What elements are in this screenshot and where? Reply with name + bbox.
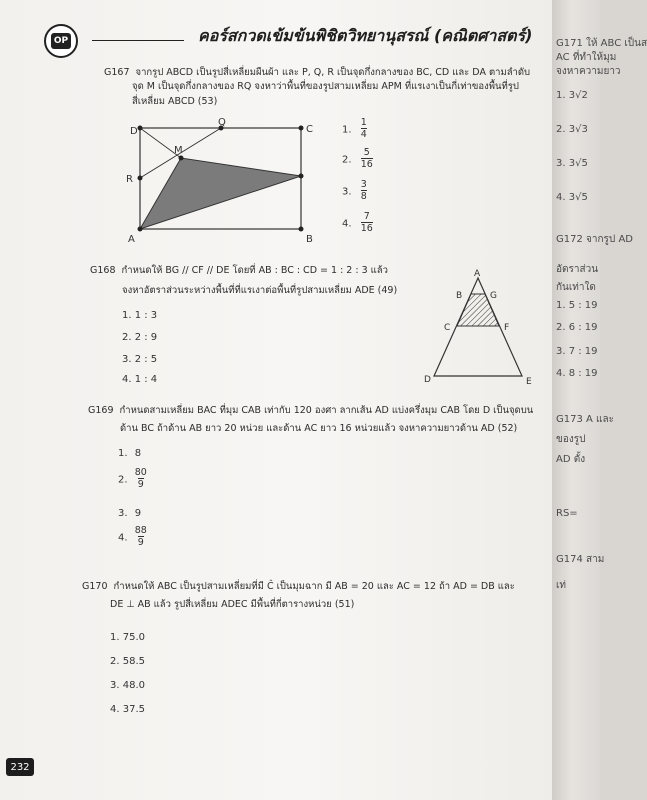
question-text-line: สี่เหลี่ยม ABCD (53) xyxy=(132,95,218,107)
adjacent-line: จงหาความยาว xyxy=(556,66,621,77)
triangle-figure xyxy=(422,268,542,388)
question-text-line: จุด M เป็นจุดกึ่งกลางของ RQ จงหาว่าพื้นที่ของรูปสามเหลี่ยม APM ที่แรเงาเป็นกี่เท่าของพื้นที่รูป xyxy=(132,81,519,93)
option-g170-4[interactable]: 4. 37.5 xyxy=(110,704,145,715)
adjacent-line: กันเท่าใด xyxy=(556,282,596,293)
label-m: M xyxy=(174,145,183,156)
label-q: Q xyxy=(218,117,226,128)
adjacent-line: G171 ให้ ABC เป็นส xyxy=(556,38,647,49)
option-g169-1[interactable] xyxy=(118,448,141,459)
option-g168-4[interactable]: 4. 1 : 4 xyxy=(122,374,158,385)
question-number: G167 xyxy=(104,67,130,78)
adjacent-line: 2. 6 : 19 xyxy=(556,322,598,333)
option-g168-3[interactable]: 3. 2 : 5 xyxy=(122,354,158,365)
option-number: 2. xyxy=(342,154,352,166)
header-rule xyxy=(92,40,184,41)
adjacent-line: 4. 3√5 xyxy=(556,192,588,203)
option-g167-4[interactable] xyxy=(342,212,373,235)
option-g168-1[interactable]: 1. 1 : 3 xyxy=(122,310,158,321)
option-g170-3[interactable]: 3. 48.0 xyxy=(110,680,145,691)
adjacent-line: G173 A และ xyxy=(556,414,614,425)
question-text-line: จากรูป ABCD เป็นรูปสี่เหลี่ยมผืนผ้า และ P, Q, R เป็นจุดกึ่งกลางของ BC, CD และ DA ตามลำดับ xyxy=(135,67,531,78)
page-number: 232 xyxy=(6,758,34,776)
logo-mark: OP xyxy=(51,33,71,49)
label-a: A xyxy=(128,234,135,245)
option-number: 2. xyxy=(118,474,128,486)
logo xyxy=(44,24,78,58)
question-text-line: กำหนดให้ ABC เป็นรูปสามเหลี่ยมที่มี Ĉ เป็นมุมฉาก มี AB = 20 และ AC = 12 ถ้า AD = DB และ xyxy=(113,581,515,592)
option-g170-2[interactable]: 2. 58.5 xyxy=(110,656,145,667)
option-g169-4[interactable] xyxy=(118,526,147,549)
option-number: 4. xyxy=(118,532,128,544)
option-g169-3[interactable] xyxy=(118,508,141,519)
denominator: 16 xyxy=(360,159,373,171)
adjacent-page xyxy=(552,0,647,800)
numerator: 5 xyxy=(363,147,370,158)
page-header xyxy=(0,20,552,60)
option-value: 8 xyxy=(134,448,142,459)
question-number: G169 xyxy=(88,405,114,416)
option-value: 9 xyxy=(134,508,142,519)
option-g169-2[interactable] xyxy=(118,468,147,491)
label-a: A xyxy=(474,269,481,279)
label-b: B xyxy=(306,234,313,245)
numerator: 88 xyxy=(134,525,147,536)
adjacent-line: 1. 3√2 xyxy=(556,90,588,101)
option-g168-2[interactable]: 2. 2 : 9 xyxy=(122,332,158,343)
page-title: คอร์สกวดเข้มข้นพิชิตวิทยานุสรณ์ (คณิตศาสตร์) xyxy=(198,26,533,45)
shaded-triangle-apm xyxy=(140,158,301,229)
label-r: R xyxy=(126,174,133,185)
adjacent-line: G174 สาม xyxy=(556,554,605,565)
question-g167 xyxy=(104,66,534,109)
adjacent-line: AD ตั้ง xyxy=(556,454,586,465)
label-g: G xyxy=(490,291,497,301)
label-b: B xyxy=(456,291,463,301)
label-d: D xyxy=(130,126,138,137)
label-e: E xyxy=(526,377,532,387)
numerator: 3 xyxy=(360,179,367,190)
adjacent-line: 3. 7 : 19 xyxy=(556,346,598,357)
adjacent-line: RS= xyxy=(556,508,578,519)
question-text-line: ด้าน BC ถ้าด้าน AB ยาว 20 หน่วย และด้าน AC ยาว 16 หน่วยแล้ว จงหาความยาวด้าน AD (52) xyxy=(120,423,518,435)
numerator: 7 xyxy=(363,211,370,222)
label-c: C xyxy=(306,124,313,135)
question-text-line: DE ⊥ AB แล้ว รูปสี่เหลี่ยม ADEC มีพื้นที่กี่ตารางหน่วย (51) xyxy=(110,599,355,611)
option-number: 4. xyxy=(342,218,352,230)
adjacent-line: 4. 8 : 19 xyxy=(556,368,598,379)
option-number: 1. xyxy=(342,124,352,136)
label-c: C xyxy=(444,323,451,333)
denominator: 8 xyxy=(360,191,367,203)
rectangle-figure xyxy=(120,118,320,248)
question-text-line: กำหนดให้ BG // CF // DE โดยที่ AB : BC : CD = 1 : 2 : 3 แล้ว xyxy=(121,265,388,276)
question-text-line: กำหนดสามเหลี่ยม BAC ที่มุม CAB เท่ากับ 120 องศา ลากเส้น AD แบ่งครึ่งมุม CAB โดย D เป็นจุดบน xyxy=(119,405,534,416)
option-number: 1. xyxy=(118,448,128,459)
adjacent-line: ของรูป xyxy=(556,434,586,445)
numerator: 1 xyxy=(360,117,367,128)
denominator: 16 xyxy=(360,223,373,235)
adjacent-line: อัตราส่วน xyxy=(556,264,599,275)
option-g167-3[interactable] xyxy=(342,180,367,203)
denominator: 9 xyxy=(137,479,144,491)
adjacent-line: 3. 3√5 xyxy=(556,158,588,169)
option-g170-1[interactable]: 1. 75.0 xyxy=(110,632,145,643)
adjacent-line: G172 จากรูป AD xyxy=(556,234,633,245)
adjacent-line: เท่ xyxy=(556,580,567,591)
option-number: 3. xyxy=(118,508,128,519)
question-g169 xyxy=(88,404,548,437)
question-number: G168 xyxy=(90,265,116,276)
label-f: F xyxy=(504,323,510,333)
denominator: 4 xyxy=(360,129,367,141)
question-text-line: จงหาอัตราส่วนระหว่างพื้นที่ที่แรเงาต่อพื้นที่รูปสามเหลี่ยม ADE (49) xyxy=(122,285,398,297)
option-g167-2[interactable] xyxy=(342,148,373,171)
denominator: 9 xyxy=(137,537,144,549)
numerator: 80 xyxy=(134,467,147,478)
option-g167-1[interactable] xyxy=(342,118,367,141)
adjacent-line: 1. 5 : 19 xyxy=(556,300,598,311)
question-g168 xyxy=(90,264,430,299)
option-number: 3. xyxy=(342,186,352,198)
question-g170 xyxy=(82,580,547,613)
label-d: D xyxy=(424,375,431,385)
question-number: G170 xyxy=(82,581,108,592)
adjacent-line: AC ที่ทำให้มุม xyxy=(556,52,617,63)
adjacent-line: 2. 3√3 xyxy=(556,124,588,135)
